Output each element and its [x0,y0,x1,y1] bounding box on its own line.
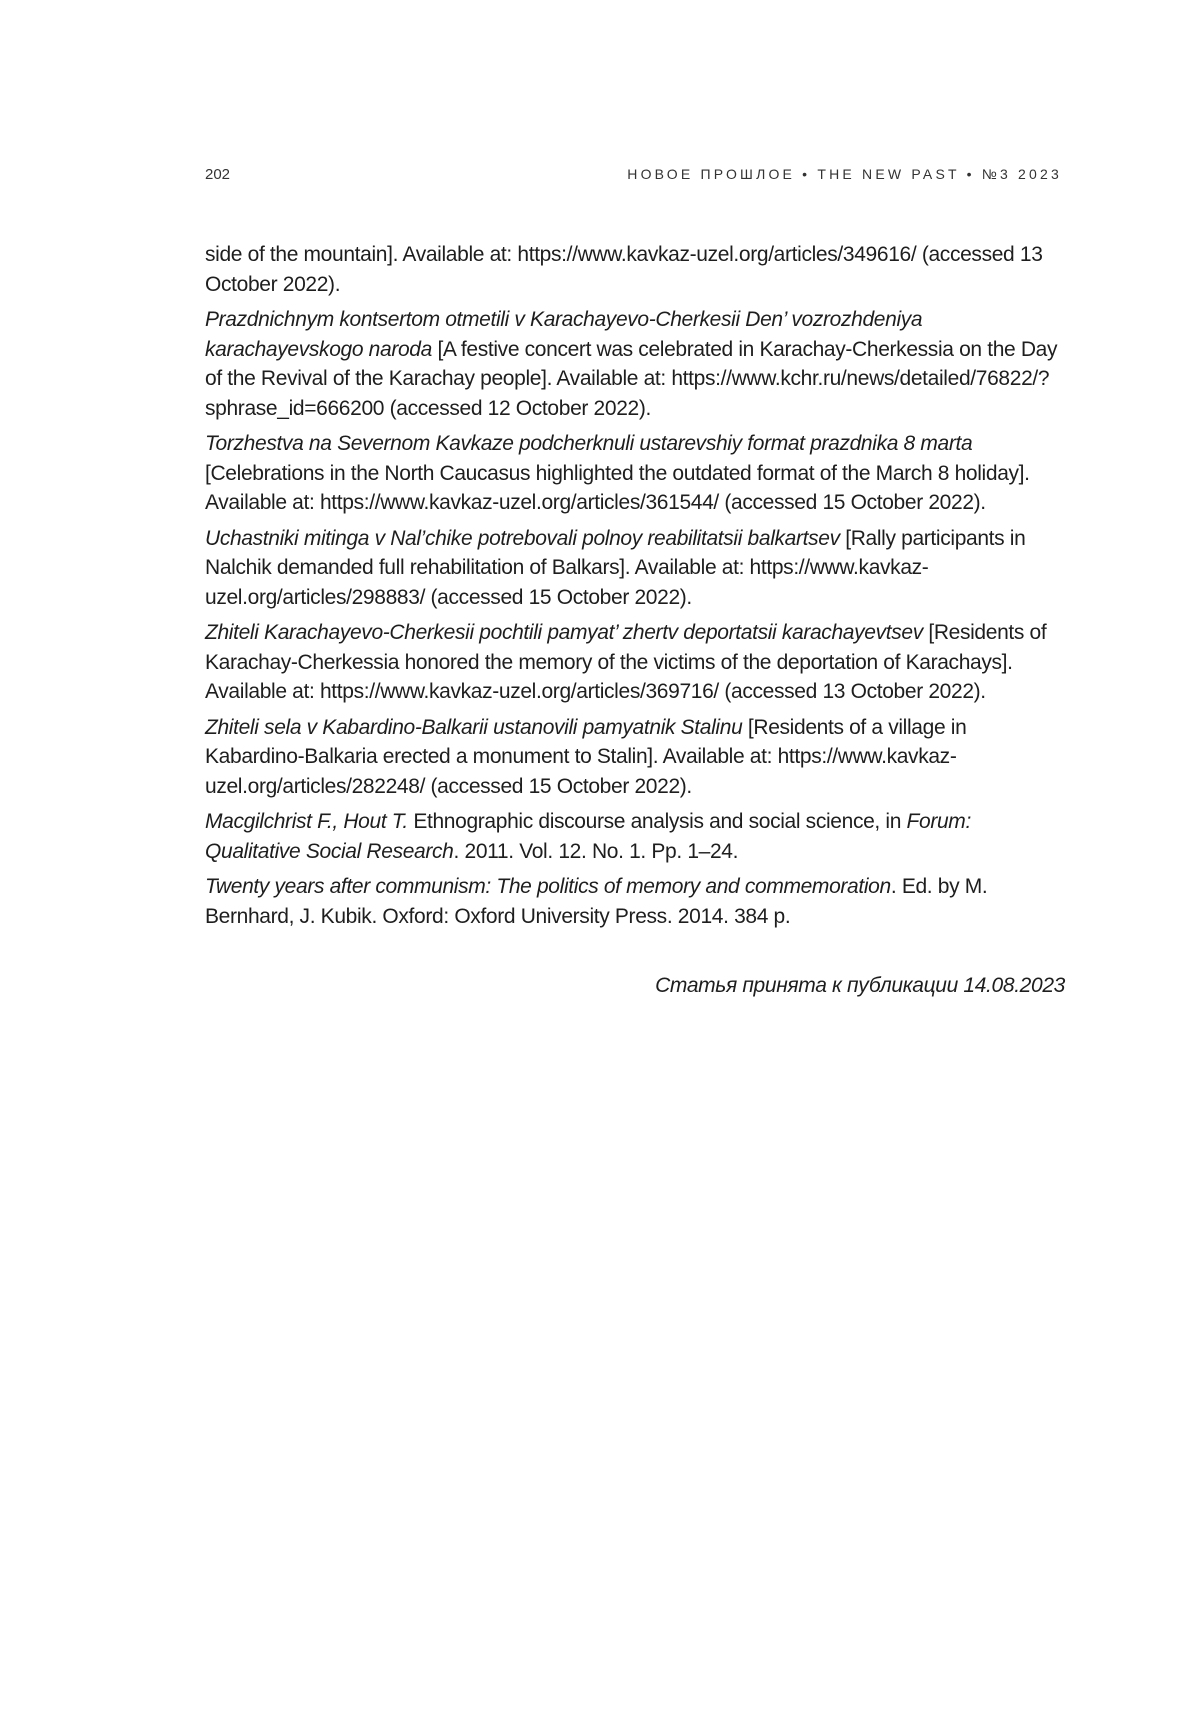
reference-text: . Ed. by M. Bernhard, J. Kubik. Oxford: Oxford University Press. 2014. 384 p. [205,875,988,928]
reference-item [205,807,1065,866]
reference-text: [Residents of a village in Kabardino-Balkaria erected a monument to Stalin]. Available at: https://www.kavkaz-uzel.org/articles/282248/ (accessed 15 October 2022). [205,715,967,798]
running-title: НОВОЕ ПРОШЛОЕ • THE NEW PAST • №3 2023 [627,166,1062,182]
reference-item [205,429,1065,518]
reference-text: side of the mountain]. Available at: https://www.kavkaz-uzel.org/articles/349616/ (accessed 13 October 2022). [205,243,1043,296]
reference-text: . 2011. Vol. 12. No. 1. Pp. 1–24. [453,839,739,863]
reference-list [205,240,1065,937]
reference-authors: Macgilchrist F., Hout T. [205,810,408,833]
reference-text: [Celebrations in the North Caucasus highlighted the outdated format of the March 8 holiday]. Available at: https://www.kavkaz-uzel.org/articles/361544/ (accessed 15 October 2022). [205,461,1030,514]
reference-title: Zhiteli Karachayevo-Cherkesii pochtili pamyat’ zhertv deportatsii karachayevtsev [205,621,923,644]
reference-item [205,305,1065,423]
reference-title: Uchastniki mitinga v Nal’chike potrebovali polnoy reabilitatsii balkartsev [205,526,840,550]
reference-text: [Residents of Karachay-Cherkessia honored the memory of the victims of the deportation of Karachays]. Available at: https://www.kavkaz-uzel.org/articles/369716/ (accessed 13 October 2022). [205,621,1047,703]
reference-item [205,618,1065,707]
accepted-date-note: Статья принята к публикации 14.08.2023 [655,974,1065,997]
reference-title: Zhiteli sela v Kabardino-Balkarii ustanovili pamyatnik Stalinu [205,715,743,739]
reference-item [205,713,1065,802]
reference-title: Twenty years after communism: The politics of memory and commemoration [205,875,891,898]
reference-title: Prazdnichnym kontsertom otmetili v Karachayevo-Cherkesii Den’ vozrozhdeniya karachayevskogo naroda [205,308,923,361]
reference-title: Torzhestva na Severnom Kavkaze podcherknuli ustarevshiy format prazdnika 8 marta [205,432,973,455]
reference-text: [Rally participants in Nalchik demanded full rehabilitation of Balkars]. Available at: https://www.kavkaz-uzel.org/articles/298883/ (accessed 15 October 2022). [205,526,1026,609]
reference-item [205,872,1065,931]
reference-item [205,524,1065,613]
page-number: 202 [205,166,231,183]
reference-text: Ethnographic discourse analysis and social science, in [407,810,907,833]
reference-item [205,240,1065,299]
reference-journal: Forum: Qualitative Social Research [205,810,971,863]
reference-text: [A festive concert was celebrated in Karachay-Cherkessia on the Day of the Revival of the Karachay people]. Available at: https://www.kchr.ru/news/detailed/76822/?sphrase_id=666200 (accessed 12 October 2022). [205,337,1058,420]
